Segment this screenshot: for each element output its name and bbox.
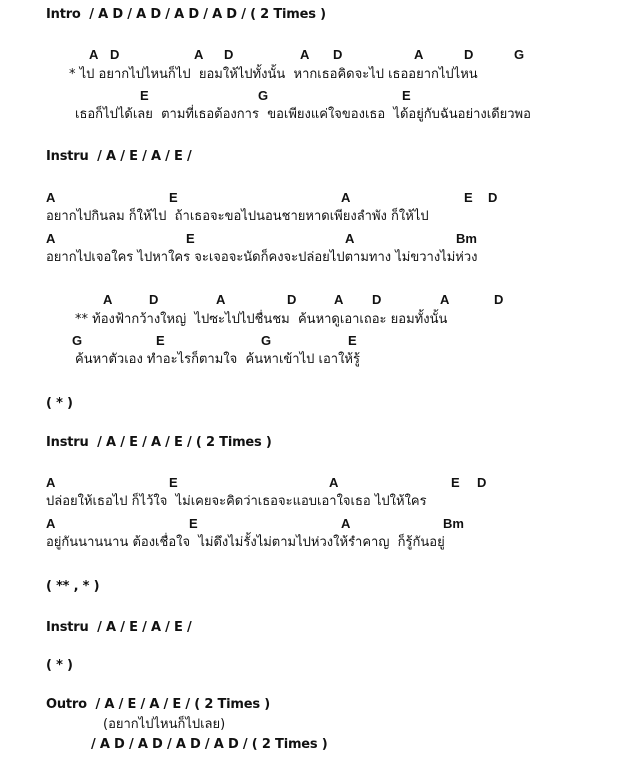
chord: A [46,231,56,246]
repeat-marker: ( * ) [46,658,73,673]
chord: A [194,47,204,62]
outro-line: / A D / A D / A D / A D / ( 2 Times ) [91,737,328,752]
outro-note: (อยากไปไหนก็ไปเลย) [103,717,226,732]
chord: D [287,292,297,307]
chord: A [440,292,450,307]
chord: A [300,47,310,62]
chord: E [186,231,195,246]
instru-heading: Instru / A / E / A / E / ( 2 Times ) [46,435,272,450]
instru-heading: Instru / A / E / A / E / [46,620,192,635]
chord: E [156,333,165,348]
chord: E [140,88,149,103]
chord: D [224,47,234,62]
chord: D [110,47,120,62]
outro-heading: Outro / A / E / A / E / ( 2 Times ) [46,697,271,712]
chord: E [189,516,198,531]
lyric-line: ** ท้องฟ้ากว้างใหญ่ ไปซะไปไปชื่นชม ค้นหาดูเอาเถอะ ยอมทั้งนั้น [75,312,448,327]
chord: E [451,475,460,490]
lyric-line: อยู่กันนานนาน ต้องเชื่อใจ ไม่ดึงไม่รั้งไม่ตามไปห่วงให้รำคาญ ก็รู้กันอยู่ [46,535,445,550]
chord: G [258,88,269,103]
chord: D [149,292,159,307]
repeat-marker: ( ** , * ) [46,579,100,594]
chord: E [464,190,473,205]
chord: G [72,333,83,348]
chord: D [333,47,343,62]
lyric-line: อยากไปเจอใคร ไปหาใคร จะเจอจะนัดก็คงจะปล่อยไปตามทาง ไม่ขวางไม่ห่วง [46,250,478,265]
instru-heading: Instru / A / E / A / E / [46,149,192,164]
chord: E [348,333,357,348]
chord: A [89,47,99,62]
chord: Bm [443,516,464,531]
chord: D [494,292,504,307]
chord: Bm [456,231,477,246]
chord: E [169,475,178,490]
chord: D [464,47,474,62]
chord: E [402,88,411,103]
chord: A [341,190,351,205]
chord: A [329,475,339,490]
chord: A [216,292,226,307]
chord: A [341,516,351,531]
lyric-line: เธอก็ไปได้เลย ตามที่เธอต้องการ ขอเพียงแค่ใจของเธอ ได้อยู่กับฉันอย่างเดียวพอ [75,107,531,122]
lyric-line: * ไป อยากไปไหนก็ไป ยอมให้ไปทั้งนั้น หากเธอคิดจะไป เธออยากไปไหน [69,67,478,82]
chord: A [345,231,355,246]
chord: A [414,47,424,62]
chord: D [372,292,382,307]
chord: E [169,190,178,205]
chord: A [103,292,113,307]
chord: D [477,475,487,490]
repeat-marker: ( * ) [46,396,73,411]
chord: G [514,47,525,62]
lyric-line: อยากไปกินลม ก็ให้ไป ถ้าเธอจะขอไปนอนชายหาดเพียงลำพัง ก็ให้ไป [46,209,429,224]
lyric-line: ค้นหาตัวเอง ทำอะไรก็ตามใจ ค้นหาเข้าไป เอาให้รู้ [75,352,360,367]
intro-heading: Intro / A D / A D / A D / A D / ( 2 Times ) [46,7,326,22]
chord: G [261,333,272,348]
chord: A [46,516,56,531]
chord: A [46,475,56,490]
lyric-line: ปล่อยให้เธอไป ก็ไว้ใจ ไม่เคยจะคิดว่าเธอจะแอบเอาใจเธอ ไปให้ใคร [46,494,427,509]
chord: A [46,190,56,205]
chord: A [334,292,344,307]
chord: D [488,190,498,205]
